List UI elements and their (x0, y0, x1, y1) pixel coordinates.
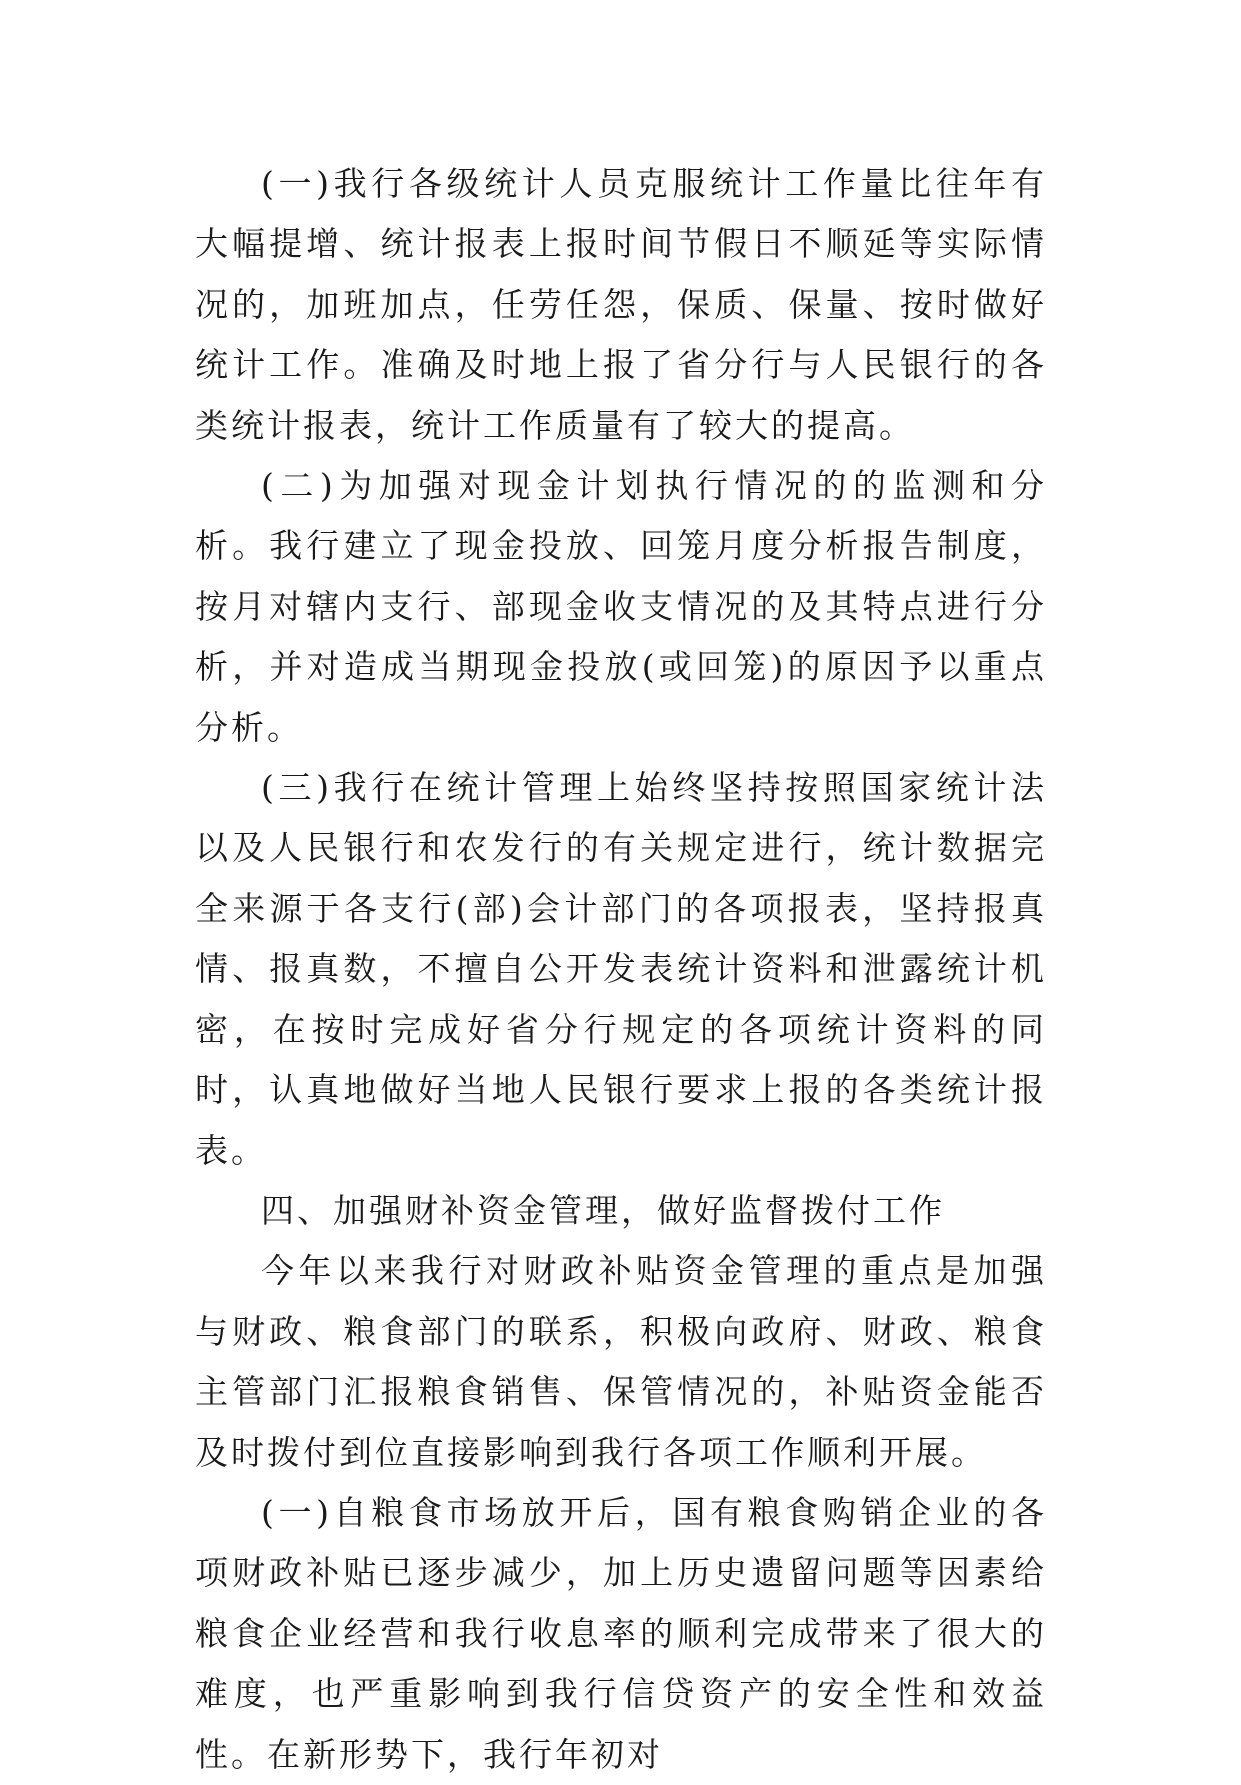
paragraph-subsidy-focus: 今年以来我行对财政补贴资金管理的重点是加强与财政、粮食部门的联系，积极向政府、财政、粮食主管部门汇报粮食销售、保管情况的，补贴资金能否及时拨付到位直接影响到我行各项工作顺利开展。 (195, 1251, 1047, 1472)
document-body (195, 154, 1047, 1785)
paragraph-statistics-law: (三)我行在统计管理上始终坚持按照国家统计法以及人民银行和农发行的有关规定进行，统计数据完全来源于各支行(部)会计部门的各项报表，坚持报真情、报真数，不擅自公开发表统计资料和泄露统计机密，在按时完成好省分行规定的各项统计资料的同时，认真地做好当地人民银行要求上报的各类统计报表。 (195, 768, 1047, 1170)
paragraph-grain-market: (一)自粮食市场放开后，国有粮食购销企业的各项财政补贴已逐步减少，加上历史遗留问题等因素给粮食企业经营和我行收息率的顺利完成带来了很大的难度，也严重影响到我行信贷资产的安全性和效益性。在新形势下，我行年初对 (195, 1492, 1047, 1774)
paragraph-statistics-staff: (一)我行各级统计人员克服统计工作量比往年有大幅提增、统计报表上报时间节假日不顺延等实际情况的，加班加点，任劳任怨，保质、保量、按时做好统计工作。准确及时地上报了省分行与人民银行的各类统计报表，统计工作质量有了较大的提高。 (195, 164, 1047, 445)
section-heading-subsidy-management: 四、加强财补资金管理，做好监督拨付工作 (261, 1190, 945, 1230)
paragraph-cash-monitoring: (二)为加强对现金计划执行情况的的监测和分析。我行建立了现金投放、回笼月度分析报告制度，按月对辖内支行、部现金收支情况的及其特点进行分析，并对造成当期现金投放(或回笼)的原因予以重点分析。 (195, 466, 1047, 747)
